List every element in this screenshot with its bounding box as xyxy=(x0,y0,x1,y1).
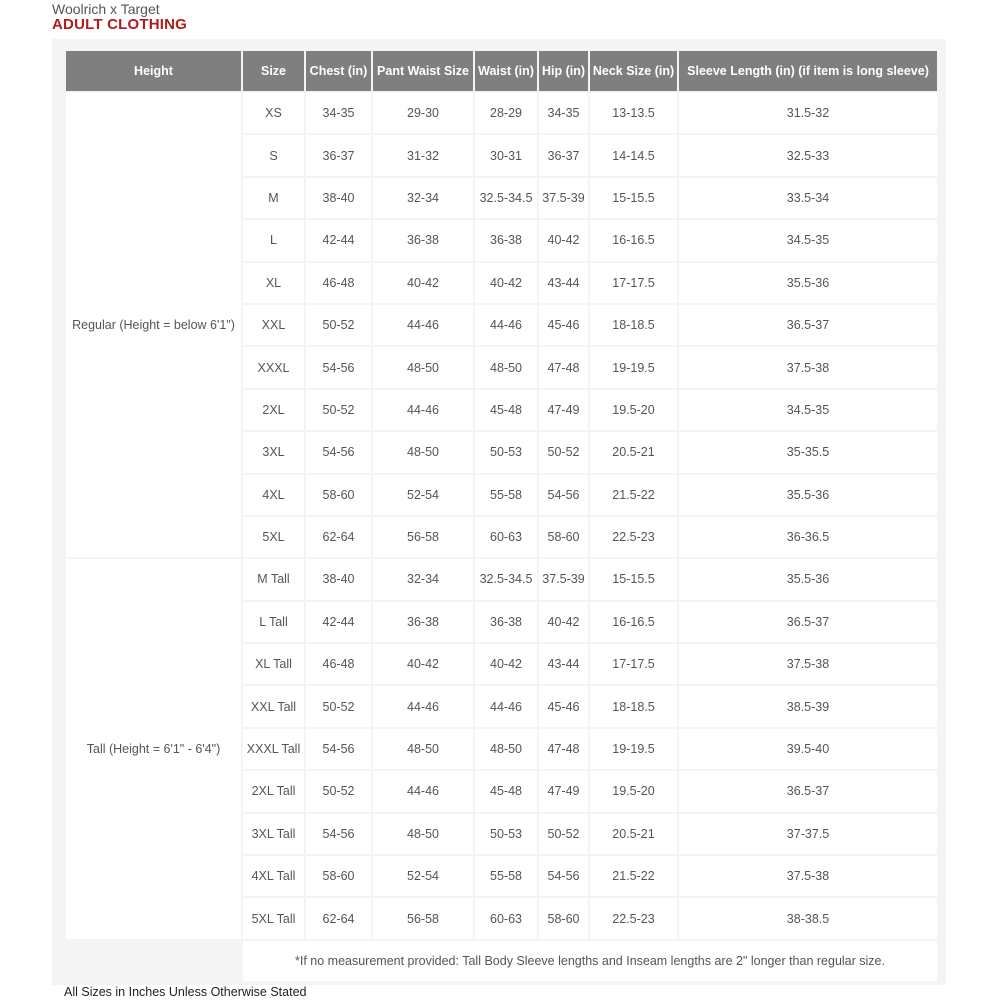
column-header: Hip (in) xyxy=(539,51,588,91)
measurement-cell: 36-37 xyxy=(306,135,371,175)
measurement-cell: 18-18.5 xyxy=(590,305,677,345)
measurement-cell: 58-60 xyxy=(539,898,588,938)
measurement-cell: 13-13.5 xyxy=(590,93,677,133)
size-cell: 2XL Tall xyxy=(243,771,304,811)
measurement-cell: 58-60 xyxy=(539,517,588,557)
measurement-cell: 50-52 xyxy=(539,432,588,472)
measurement-cell: 45-48 xyxy=(475,771,537,811)
measurement-cell: 34.5-35 xyxy=(679,220,937,260)
table-row xyxy=(66,559,937,599)
measurement-cell: 40-42 xyxy=(373,644,473,684)
measurement-cell: 47-48 xyxy=(539,347,588,387)
measurement-cell: 48-50 xyxy=(373,347,473,387)
measurement-cell: 54-56 xyxy=(306,432,371,472)
table-row xyxy=(66,93,937,133)
measurement-cell: 62-64 xyxy=(306,517,371,557)
size-cell: XXXL Tall xyxy=(243,729,304,769)
page-title: ADULT CLOTHING xyxy=(52,16,188,33)
measurement-cell: 19.5-20 xyxy=(590,390,677,430)
measurement-cell: 60-63 xyxy=(475,517,537,557)
measurement-cell: 48-50 xyxy=(475,347,537,387)
measurement-cell: 44-46 xyxy=(475,305,537,345)
size-cell: XL xyxy=(243,263,304,303)
measurement-cell: 31-32 xyxy=(373,135,473,175)
measurement-cell: 37.5-39 xyxy=(539,559,588,599)
measurement-cell: 17-17.5 xyxy=(590,644,677,684)
measurement-cell: 47-49 xyxy=(539,390,588,430)
measurement-cell: 19-19.5 xyxy=(590,729,677,769)
measurement-cell: 35.5-36 xyxy=(679,263,937,303)
measurement-cell: 40-42 xyxy=(475,644,537,684)
measurement-cell: 20.5-21 xyxy=(590,432,677,472)
measurement-cell: 35-35.5 xyxy=(679,432,937,472)
measurement-cell: 52-54 xyxy=(373,475,473,515)
measurement-cell: 47-48 xyxy=(539,729,588,769)
size-cell: XL Tall xyxy=(243,644,304,684)
measurement-cell: 35.5-36 xyxy=(679,475,937,515)
measurement-cell: 22.5-23 xyxy=(590,898,677,938)
size-cell: 3XL Tall xyxy=(243,814,304,854)
measurement-cell: 36-37 xyxy=(539,135,588,175)
measurement-cell: 22.5-23 xyxy=(590,517,677,557)
measurement-cell: 48-50 xyxy=(373,432,473,472)
measurement-cell: 21.5-22 xyxy=(590,475,677,515)
measurement-cell: 58-60 xyxy=(306,475,371,515)
measurement-cell: 34-35 xyxy=(539,93,588,133)
measurement-cell: 50-53 xyxy=(475,432,537,472)
measurement-cell: 55-58 xyxy=(475,856,537,896)
measurement-cell: 30-31 xyxy=(475,135,537,175)
column-header: Pant Waist Size xyxy=(373,51,473,91)
measurement-cell: 54-56 xyxy=(539,856,588,896)
measurement-cell: 45-46 xyxy=(539,686,588,726)
measurement-cell: 14-14.5 xyxy=(590,135,677,175)
size-chart-table xyxy=(64,49,939,983)
measurement-cell: 32.5-34.5 xyxy=(475,559,537,599)
measurement-cell: 19.5-20 xyxy=(590,771,677,811)
measurement-cell: 18-18.5 xyxy=(590,686,677,726)
height-group-label: Tall (Height = 6'1" - 6'4") xyxy=(66,559,241,939)
size-cell: 4XL xyxy=(243,475,304,515)
measurement-cell: 21.5-22 xyxy=(590,856,677,896)
column-header: Chest (in) xyxy=(306,51,371,91)
measurement-cell: 37.5-39 xyxy=(539,178,588,218)
size-cell: XXL Tall xyxy=(243,686,304,726)
measurement-cell: 42-44 xyxy=(306,602,371,642)
column-header: Height xyxy=(66,51,241,91)
measurement-cell: 50-52 xyxy=(306,305,371,345)
measurement-cell: 16-16.5 xyxy=(590,220,677,260)
measurement-cell: 37.5-38 xyxy=(679,644,937,684)
size-cell: L xyxy=(243,220,304,260)
measurement-cell: 44-46 xyxy=(373,390,473,430)
measurement-cell: 40-42 xyxy=(475,263,537,303)
column-header: Neck Size (in) xyxy=(590,51,677,91)
measurement-cell: 31.5-32 xyxy=(679,93,937,133)
measurement-cell: 19-19.5 xyxy=(590,347,677,387)
measurement-cell: 52-54 xyxy=(373,856,473,896)
measurement-cell: 54-56 xyxy=(306,347,371,387)
measurement-cell: 43-44 xyxy=(539,644,588,684)
measurement-cell: 32-34 xyxy=(373,178,473,218)
measurement-cell: 46-48 xyxy=(306,644,371,684)
measurement-cell: 42-44 xyxy=(306,220,371,260)
measurement-cell: 36-38 xyxy=(373,602,473,642)
measurement-cell: 40-42 xyxy=(539,602,588,642)
size-cell: S xyxy=(243,135,304,175)
measurement-cell: 54-56 xyxy=(306,814,371,854)
measurement-cell: 44-46 xyxy=(373,686,473,726)
size-cell: M xyxy=(243,178,304,218)
measurement-cell: 48-50 xyxy=(373,729,473,769)
measurement-cell: 38-40 xyxy=(306,178,371,218)
column-header: Size xyxy=(243,51,304,91)
size-cell: 5XL Tall xyxy=(243,898,304,938)
measurement-cell: 44-46 xyxy=(373,771,473,811)
measurement-cell: 32-34 xyxy=(373,559,473,599)
measurement-cell: 34-35 xyxy=(306,93,371,133)
measurement-cell: 36-38 xyxy=(475,602,537,642)
column-header: Sleeve Length (in) (if item is long sleeve) xyxy=(679,51,937,91)
measurement-cell: 54-56 xyxy=(306,729,371,769)
measurement-cell: 45-46 xyxy=(539,305,588,345)
measurement-cell: 17-17.5 xyxy=(590,263,677,303)
measurement-cell: 36-38 xyxy=(475,220,537,260)
measurement-cell: 28-29 xyxy=(475,93,537,133)
note-spacer xyxy=(66,941,241,981)
measurement-cell: 46-48 xyxy=(306,263,371,303)
measurement-cell: 50-52 xyxy=(306,771,371,811)
measurement-cell: 45-48 xyxy=(475,390,537,430)
measurement-cell: 38-38.5 xyxy=(679,898,937,938)
measurement-cell: 16-16.5 xyxy=(590,602,677,642)
height-group-label: Regular (Height = below 6'1") xyxy=(66,93,241,557)
size-cell: XXXL xyxy=(243,347,304,387)
measurement-cell: 55-58 xyxy=(475,475,537,515)
size-cell: M Tall xyxy=(243,559,304,599)
measurement-cell: 40-42 xyxy=(539,220,588,260)
measurement-cell: 48-50 xyxy=(475,729,537,769)
measurement-cell: 50-52 xyxy=(306,686,371,726)
brand-label: Woolrich x Target xyxy=(52,1,160,17)
measurement-cell: 62-64 xyxy=(306,898,371,938)
measurement-cell: 36.5-37 xyxy=(679,771,937,811)
measurement-cell: 35.5-36 xyxy=(679,559,937,599)
measurement-cell: 40-42 xyxy=(373,263,473,303)
measurement-cell: 15-15.5 xyxy=(590,559,677,599)
measurement-cell: 60-63 xyxy=(475,898,537,938)
measurement-cell: 48-50 xyxy=(373,814,473,854)
size-cell: 3XL xyxy=(243,432,304,472)
footer-note: All Sizes in Inches Unless Otherwise Stated xyxy=(64,985,307,999)
measurement-cell: 36-36.5 xyxy=(679,517,937,557)
measurement-cell: 56-58 xyxy=(373,517,473,557)
measurement-cell: 39.5-40 xyxy=(679,729,937,769)
measurement-cell: 58-60 xyxy=(306,856,371,896)
measurement-cell: 36.5-37 xyxy=(679,305,937,345)
table-body xyxy=(66,93,937,981)
measurement-cell: 56-58 xyxy=(373,898,473,938)
size-cell: L Tall xyxy=(243,602,304,642)
measurement-cell: 32.5-33 xyxy=(679,135,937,175)
measurement-cell: 47-49 xyxy=(539,771,588,811)
measurement-cell: 37.5-38 xyxy=(679,347,937,387)
measurement-cell: 43-44 xyxy=(539,263,588,303)
measurement-cell: 50-53 xyxy=(475,814,537,854)
measurement-cell: 44-46 xyxy=(373,305,473,345)
measurement-cell: 32.5-34.5 xyxy=(475,178,537,218)
measurement-cell: 37-37.5 xyxy=(679,814,937,854)
measurement-cell: 38-40 xyxy=(306,559,371,599)
measurement-cell: 20.5-21 xyxy=(590,814,677,854)
tall-sizing-note: *If no measurement provided: Tall Body Sleeve lengths and Inseam lengths are 2" longer than regular size. xyxy=(243,941,937,981)
measurement-cell: 36.5-37 xyxy=(679,602,937,642)
measurement-cell: 34.5-35 xyxy=(679,390,937,430)
size-cell: 2XL xyxy=(243,390,304,430)
measurement-cell: 33.5-34 xyxy=(679,178,937,218)
measurement-cell: 15-15.5 xyxy=(590,178,677,218)
size-cell: 5XL xyxy=(243,517,304,557)
measurement-cell: 44-46 xyxy=(475,686,537,726)
column-header: Waist (in) xyxy=(475,51,537,91)
measurement-cell: 36-38 xyxy=(373,220,473,260)
size-cell: XXL xyxy=(243,305,304,345)
measurement-cell: 50-52 xyxy=(306,390,371,430)
measurement-cell: 50-52 xyxy=(539,814,588,854)
measurement-cell: 54-56 xyxy=(539,475,588,515)
header-row xyxy=(66,51,937,91)
measurement-cell: 38.5-39 xyxy=(679,686,937,726)
note-row xyxy=(66,941,937,981)
measurement-cell: 29-30 xyxy=(373,93,473,133)
size-cell: 4XL Tall xyxy=(243,856,304,896)
size-cell: XS xyxy=(243,93,304,133)
measurement-cell: 37.5-38 xyxy=(679,856,937,896)
